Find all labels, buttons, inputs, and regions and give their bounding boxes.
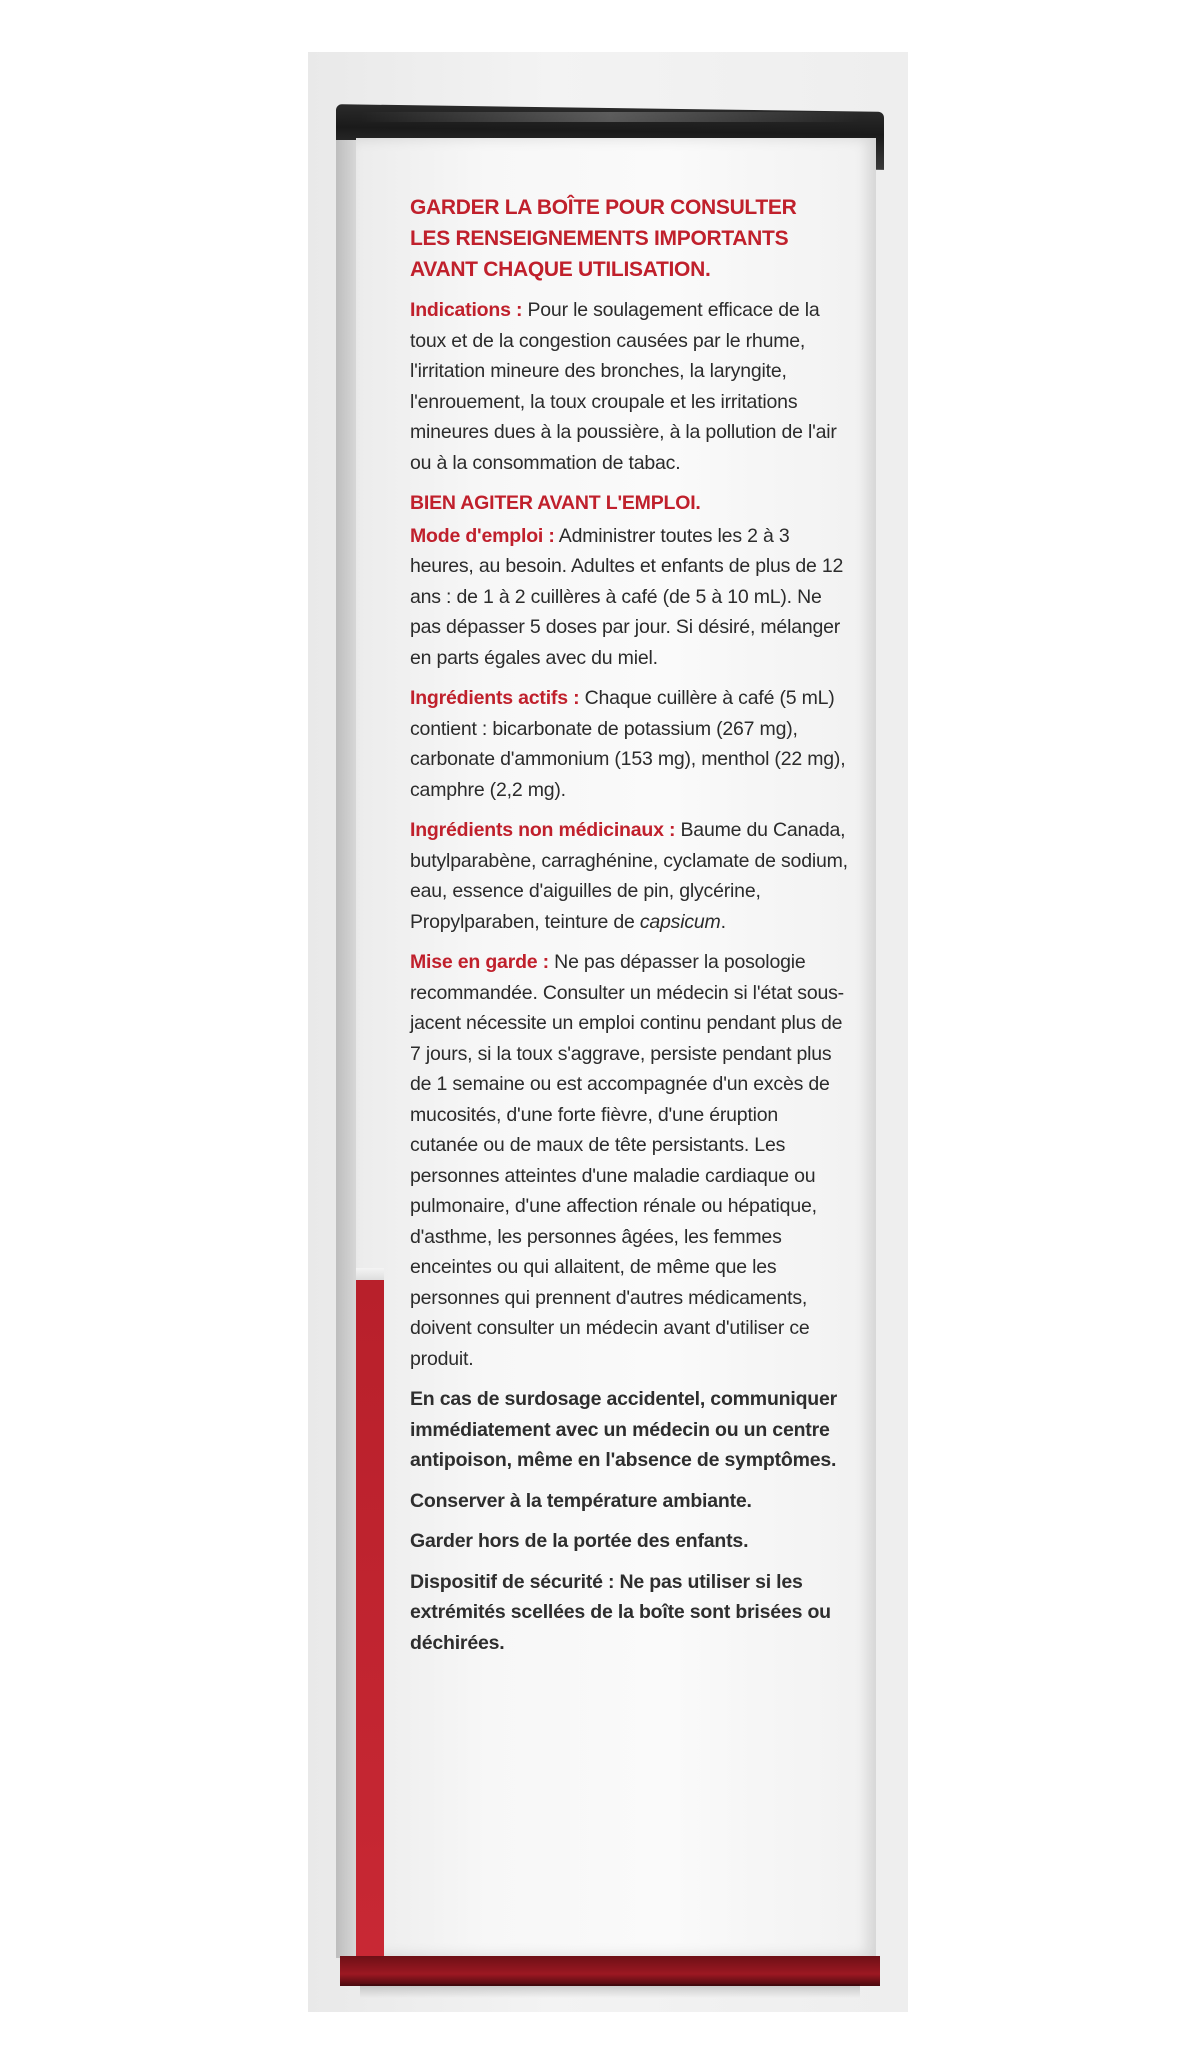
inactive-ingredients-text: Baume du Canada, butylparabène, carraghénine, cyclamate de sodium, eau, essence d'aiguilles de pin, glycérine, Propylparaben, teinture de xyxy=(410,819,848,933)
warning-section xyxy=(410,947,850,1374)
red-strip xyxy=(356,1280,384,1956)
active-ingredients-section xyxy=(410,683,850,805)
header-warning xyxy=(410,192,850,285)
box-top-shine xyxy=(360,112,860,122)
header-line-2: LES RENSEIGNEMENTS IMPORTANTS xyxy=(410,227,789,250)
overdose-notice: En cas de surdosage accidentel, communiquer immédiatement avec un médecin ou un centre antipoison, même en l'absence de symptômes. xyxy=(410,1388,838,1471)
storage-notice: Conserver à la température ambiante. xyxy=(410,1489,752,1512)
warning-text: Ne pas dépasser la posologie recommandée. Consulter un médecin si l'état sous-jacent nécessite un emploi continu pendant plus de 7 jours, si la toux s'aggrave, persiste pendant plus de 1 semaine ou est accompagnée d'un excès de mucosités, d'une forte fièvre, d'une éruption cutanée ou de maux de tête persistants. Les personnes atteintes d'une maladie cardiaque ou pulmonaire, d'une affection rénale ou hépatique, d'asthme, les personnes âgées, les femmes enceintes ou qui allaitent, de même que les personnes qui prennent d'autres médicaments, doivent consulter un médecin avant d'utiliser ce produit. xyxy=(410,951,844,1370)
shake-notice xyxy=(410,488,850,519)
capsicum-text: capsicum xyxy=(639,910,721,933)
inactive-ingredients-label: Ingrédients non médicinaux : xyxy=(410,819,676,841)
header-line-1: GARDER LA BOÎTE POUR CONSULTER xyxy=(410,196,797,219)
active-ingredients-label: Ingrédients actifs : xyxy=(410,687,580,709)
security-notice: Dispositif de sécurité : Ne pas utiliser si les extrémités scellées de la boîte sont brisées ou déchirées. xyxy=(410,1570,831,1654)
indications-section xyxy=(410,295,850,478)
box-bottom-edge xyxy=(340,1956,880,1986)
label-text-panel xyxy=(410,192,850,1668)
children-notice: Garder hors de la portée des enfants. xyxy=(410,1530,749,1552)
box-bottom-shadow xyxy=(360,1984,860,1998)
directions-section xyxy=(410,521,850,674)
active-ingredients-text: Chaque cuillère à café (5 mL) contient : bicarbonate de potassium (267 mg), carbonate d'ammonium (153 mg), menthol (22 mg), camphre (2,2 mg). xyxy=(410,687,846,801)
box-side-edge xyxy=(336,140,356,1958)
warning-label: Mise en garde : xyxy=(410,951,549,973)
indications-label: Indications : xyxy=(410,299,523,321)
shake-text: BIEN AGITER AVANT L'EMPLOI. xyxy=(410,492,701,514)
directions-label: Mode d'emploi : xyxy=(410,524,555,547)
directions-text: Administrer toutes les 2 à 3 heures, au besoin. Adultes et enfants de plus de 12 ans : de 1 à 2 cuillères à café (de 5 à 10 mL). Ne pas dépasser 5 doses par jour. Si désiré, mélanger en parts égales avec du miel. xyxy=(410,524,844,669)
inactive-ingredients-section xyxy=(410,815,850,937)
indications-text: Pour le soulagement efficace de la toux et de la congestion causées par le rhume, l'irritation mineure des bronches, la laryngite, l'enrouement, la toux croupale et les irritations mineures dues à la poussière, à la pollution de l'air ou à la consommation de tabac. xyxy=(410,299,837,474)
header-line-3: AVANT CHAQUE UTILISATION. xyxy=(410,258,711,281)
inactive-ingredients-end: . xyxy=(720,910,726,933)
